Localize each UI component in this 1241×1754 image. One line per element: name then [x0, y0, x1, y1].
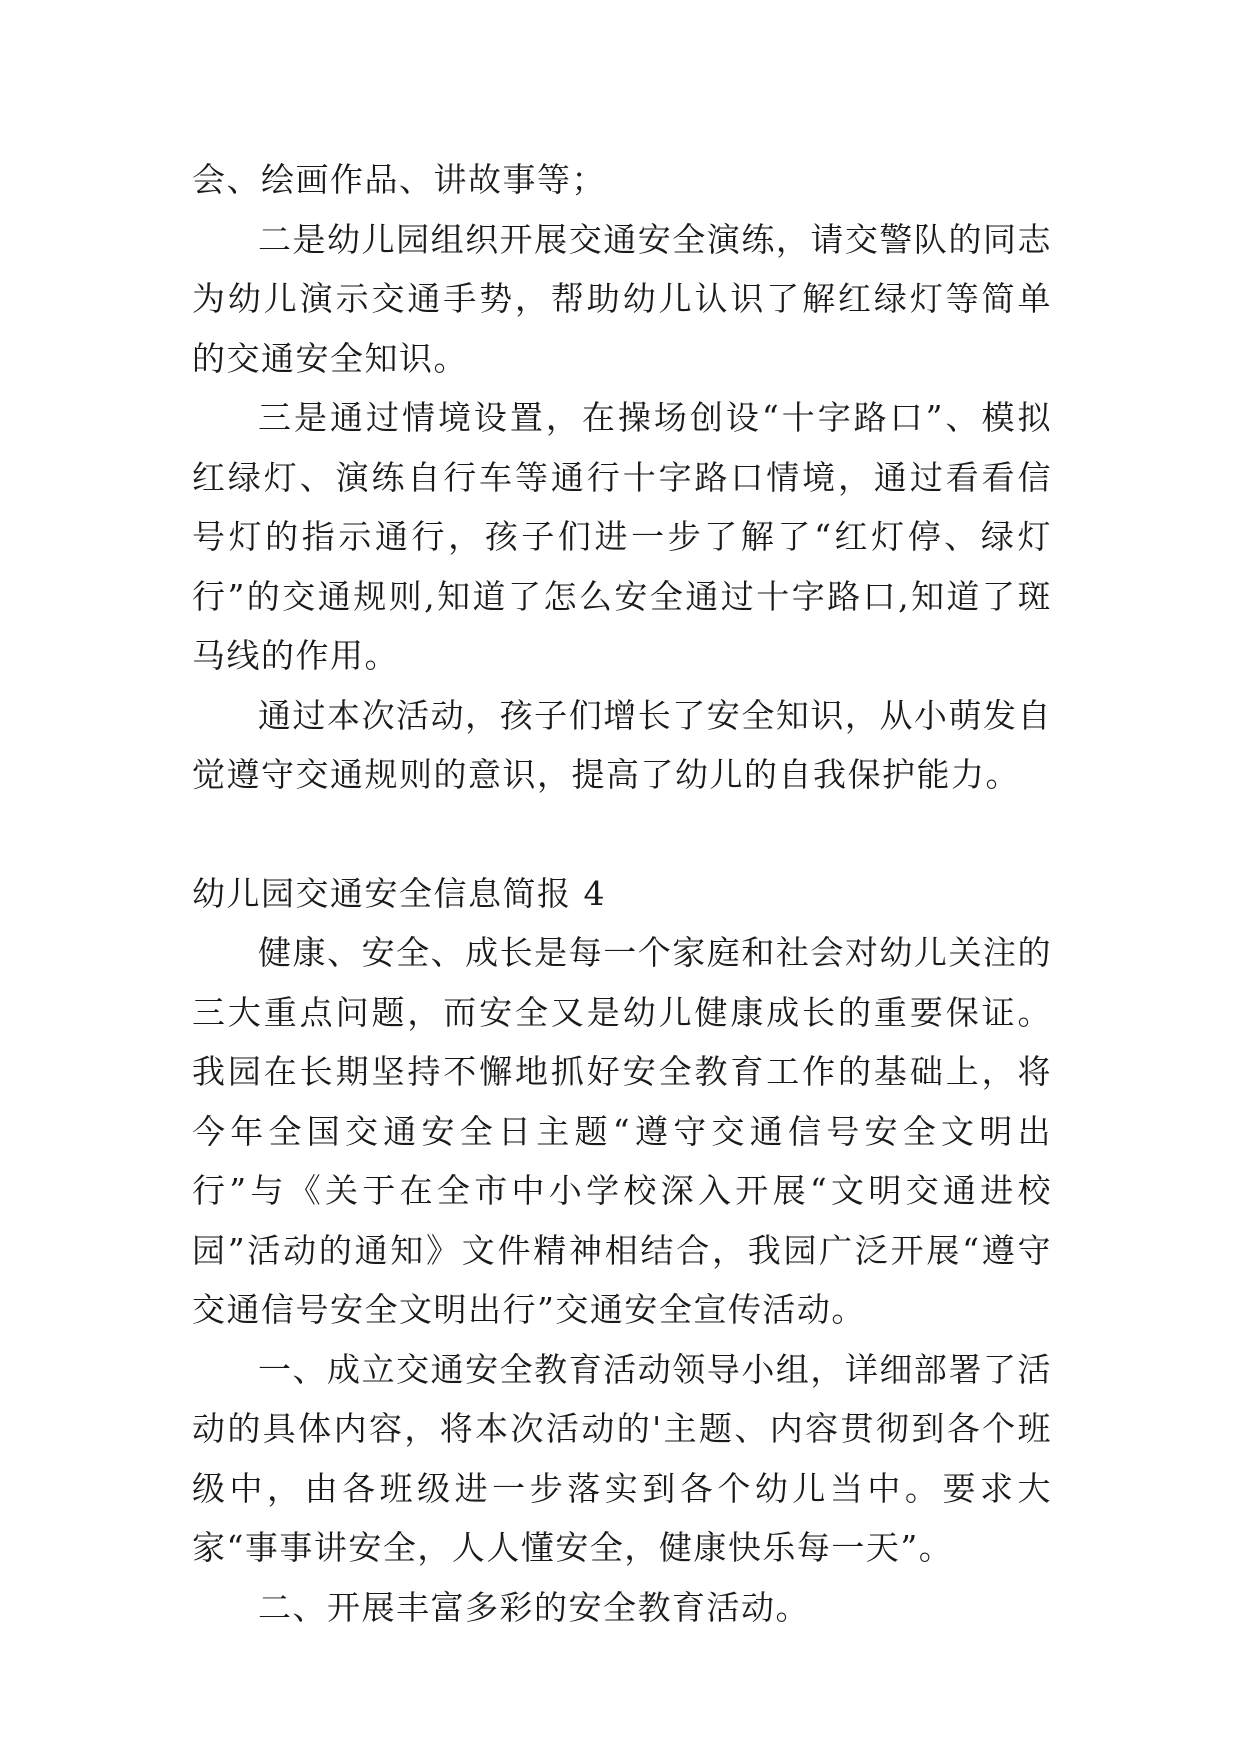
paragraph-drill: 二是幼儿园组织开展交通安全演练，请交警队的同志为幼儿演示交通手势，帮助幼儿认识了解红绿灯等简单的交通安全知识。: [192, 219, 1052, 378]
paragraph-intro: 健康、安全、成长是每一个家庭和社会对幼儿关注的三大重点问题，而安全又是幼儿健康成长的重要保证。我园在长期坚持不懈地抓好安全教育工作的基础上，将今年全国交通安全日主题“遵守交通信号安全文明出行”与《关于在全市中小学校深入开展“文明交通进校园”活动的通知》文件精神相结合，我园广泛开展“遵守交通信号安全文明出行”交通安全宣传活动。: [192, 933, 1052, 1329]
paragraph-scenario: 三是通过情境设置，在操场创设“十字路口”、模拟红绿灯、演练自行车等通行十字路口情境，通过看看信号灯的指示通行，孩子们进一步了解了“红灯停、绿灯行”的交通规则,知道了怎么安全通过十字路口,知道了斑马线的作用。: [192, 398, 1052, 675]
document-body: [192, 150, 1052, 1637]
paragraph-summary: 通过本次活动，孩子们增长了安全知识，从小萌发自觉遵守交通规则的意识，提高了幼儿的自我保护能力。: [192, 695, 1052, 794]
section-title: 幼儿园交通安全信息简报 4: [192, 873, 606, 913]
paragraph-point-two: 二、开展丰富多彩的安全教育活动。: [258, 1587, 810, 1627]
paragraph-point-one: 一、成立交通安全教育活动领导小组，详细部署了活动的具体内容，将本次活动的'主题、内容贯彻到各个班级中，由各班级进一步落实到各个幼儿当中。要求大家“事事讲安全，人人懂安全，健康快乐每一天”。: [192, 1349, 1052, 1567]
paragraph-continuation: 会、绘画作品、讲故事等；: [192, 160, 606, 199]
